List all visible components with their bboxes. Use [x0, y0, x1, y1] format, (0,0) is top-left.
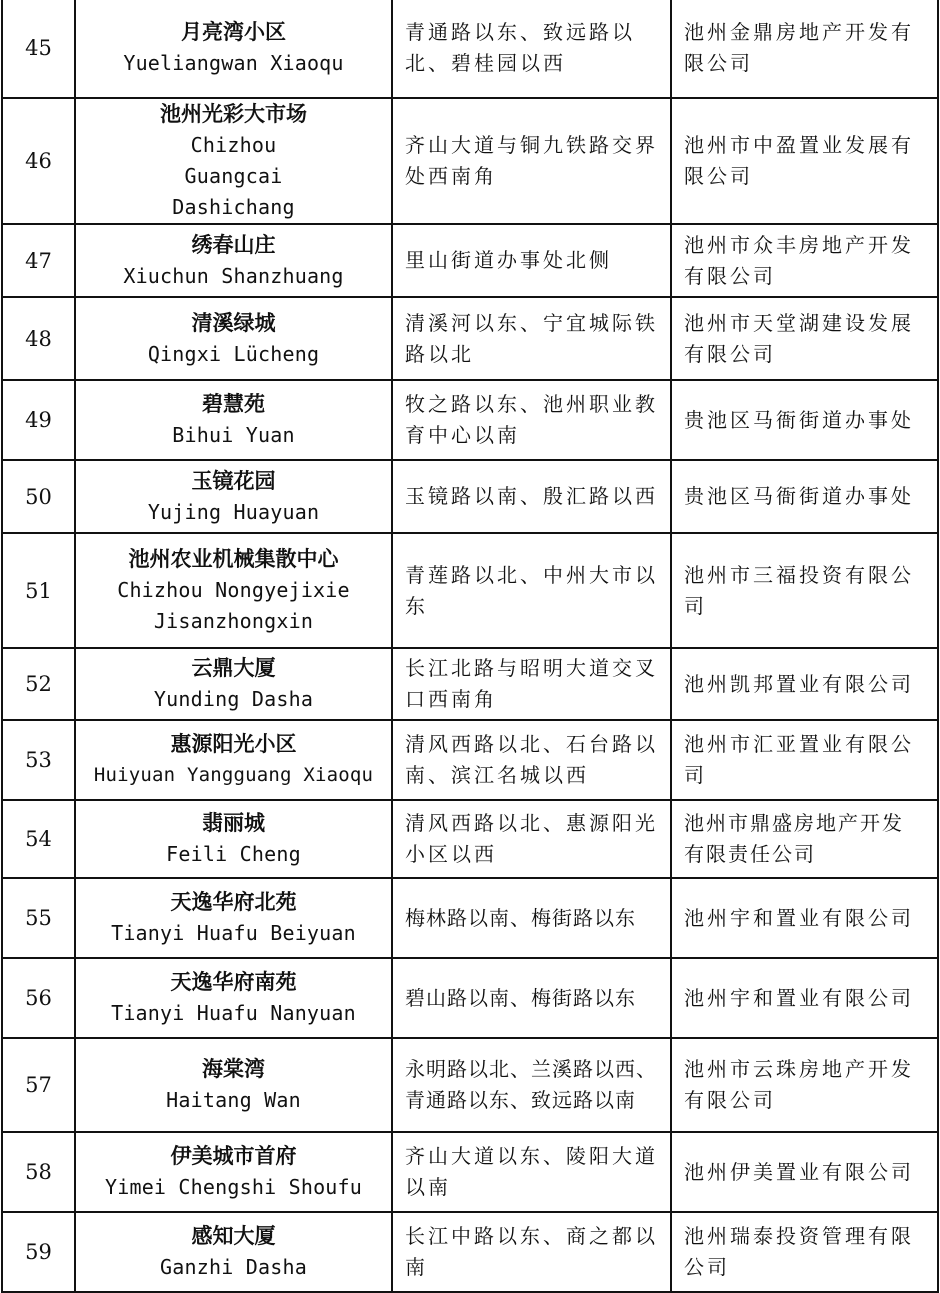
place-name-chinese: 天逸华府南苑: [170, 970, 297, 994]
table-row: [2, 1038, 938, 1132]
developer-name: 池州宇和置业有限公司: [671, 878, 938, 958]
location-description: 牧之路以东、池州职业教育中心以南: [392, 380, 671, 460]
place-name-cell: [75, 878, 392, 958]
place-name-chinese: 翡丽城: [202, 811, 265, 835]
developer-name: 池州市鼎盛房地产开发有限责任公司: [671, 800, 938, 878]
row-number: 45: [2, 0, 75, 98]
place-name-chinese: 清溪绿城: [191, 310, 276, 335]
developer-name: 池州市三福投资有限公司: [671, 533, 938, 648]
place-name-cell: [75, 98, 392, 224]
place-name-cell: [75, 1038, 392, 1132]
location-description: 长江中路以东、商之都以南: [392, 1212, 671, 1292]
place-name-chinese: 池州光彩大市场: [160, 102, 307, 126]
location-description: 青莲路以北、中州大市以东: [392, 533, 671, 648]
place-name-pinyin: Yimei Chengshi Shoufu: [104, 1175, 363, 1199]
developer-name: 池州宇和置业有限公司: [671, 958, 938, 1038]
place-name-chinese: 伊美城市首府: [170, 1144, 297, 1168]
place-name-pinyin: Xiuchun Shanzhuang: [123, 263, 344, 288]
place-name-cell: [75, 380, 392, 460]
row-number: 56: [2, 958, 75, 1038]
table-row: [2, 878, 938, 958]
developer-name: 池州伊美置业有限公司: [671, 1132, 938, 1212]
place-name-pinyin: Chizhou Guangcai Dashichang: [172, 133, 295, 219]
place-name-cell: [75, 297, 392, 380]
place-name-cell: [75, 0, 392, 98]
place-name-chinese: 海棠湾: [202, 1057, 265, 1081]
table-row: [2, 720, 938, 800]
row-number: 52: [2, 648, 75, 720]
location-description: 清风西路以北、惠源阳光小区以西: [392, 800, 671, 878]
place-name-pinyin: Yueliangwan Xiaoqu: [123, 50, 344, 75]
developer-name: 池州市众丰房地产开发有限公司: [671, 224, 938, 297]
table-row: [2, 1132, 938, 1212]
table-row: [2, 533, 938, 648]
location-description: 青通路以东、致远路以北、碧桂园以西: [392, 0, 671, 98]
place-name-chinese: 玉镜花园: [191, 468, 276, 493]
table-row: [2, 224, 938, 297]
place-name-chinese: 云鼎大厦: [191, 656, 276, 680]
place-name-pinyin: Haitang Wan: [166, 1088, 301, 1112]
table-row: [2, 958, 938, 1038]
place-name-pinyin: Yujing Huayuan: [147, 499, 320, 524]
place-name-pinyin: Ganzhi Dasha: [160, 1255, 307, 1279]
table-row: [2, 1212, 938, 1292]
row-number: 49: [2, 380, 75, 460]
row-number: 46: [2, 98, 75, 224]
row-number: 50: [2, 460, 75, 533]
place-name-chinese: 碧慧苑: [202, 392, 265, 416]
place-name-chinese: 感知大厦: [191, 1224, 276, 1248]
developer-name: 池州凯邦置业有限公司: [671, 648, 938, 720]
row-number: 57: [2, 1038, 75, 1132]
developer-name: 池州金鼎房地产开发有限公司: [671, 0, 938, 98]
place-name-cell: [75, 800, 392, 878]
place-name-chinese: 月亮湾小区: [181, 19, 286, 44]
row-number: 59: [2, 1212, 75, 1292]
row-number: 55: [2, 878, 75, 958]
developer-name: 池州瑞泰投资管理有限公司: [671, 1212, 938, 1292]
place-name-pinyin: Qingxi Lücheng: [147, 341, 320, 366]
place-name-chinese: 天逸华府北苑: [170, 890, 297, 914]
place-name-cell: [75, 720, 392, 800]
place-name-pinyin: Bihui Yuan: [172, 423, 295, 447]
developer-name: 池州市中盈置业发展有限公司: [671, 98, 938, 224]
table-row: [2, 0, 938, 98]
location-description: 清风西路以北、石台路以南、滨江名城以西: [392, 720, 671, 800]
table-row: [2, 297, 938, 380]
location-description: 永明路以北、兰溪路以西、青通路以东、致远路以南: [392, 1038, 671, 1132]
place-name-cell: [75, 648, 392, 720]
location-description: 齐山大道以东、陵阳大道以南: [392, 1132, 671, 1212]
place-name-cell: [75, 224, 392, 297]
row-number: 48: [2, 297, 75, 380]
place-name-chinese: 池州农业机械集散中心: [128, 547, 339, 571]
location-description: 清溪河以东、宁宜城际铁路以北: [392, 297, 671, 380]
developer-name: 池州市云珠房地产开发有限公司: [671, 1038, 938, 1132]
location-description: 长江北路与昭明大道交叉口西南角: [392, 648, 671, 720]
table-row: [2, 98, 938, 224]
location-description: 碧山路以南、梅街路以东: [392, 958, 671, 1038]
developer-name: 贵池区马衙街道办事处: [671, 380, 938, 460]
place-name-cell: [75, 460, 392, 533]
place-name-cell: [75, 958, 392, 1038]
place-name-cell: [75, 1212, 392, 1292]
table-row: [2, 800, 938, 878]
location-description: 玉镜路以南、殷汇路以西: [392, 460, 671, 533]
place-name-pinyin: Huiyuan Yangguang Xiaoqu: [93, 764, 374, 786]
location-description: 齐山大道与铜九铁路交界处西南角: [392, 98, 671, 224]
place-name-pinyin: Yunding Dasha: [153, 687, 314, 711]
row-number: 51: [2, 533, 75, 648]
developer-name: 池州市汇亚置业有限公司: [671, 720, 938, 800]
table-row: [2, 648, 938, 720]
place-name-chinese: 绣春山庄: [191, 232, 276, 257]
table-row: [2, 460, 938, 533]
location-description: 梅林路以南、梅街路以东: [392, 878, 671, 958]
row-number: 58: [2, 1132, 75, 1212]
table-row: [2, 380, 938, 460]
place-name-pinyin: Tianyi Huafu Beiyuan: [111, 921, 356, 945]
place-name-pinyin: Tianyi Huafu Nanyuan: [111, 1001, 356, 1025]
place-name-pinyin: Chizhou Nongyejixie Jisanzhongxin: [117, 578, 350, 633]
developer-name: 池州市天堂湖建设发展有限公司: [671, 297, 938, 380]
row-number: 47: [2, 224, 75, 297]
place-name-cell: [75, 533, 392, 648]
location-description: 里山街道办事处北侧: [392, 224, 671, 297]
row-number: 53: [2, 720, 75, 800]
place-name-table: [1, 0, 939, 1293]
place-name-chinese: 惠源阳光小区: [170, 732, 297, 756]
place-name-pinyin: Feili Cheng: [166, 842, 301, 866]
developer-name: 贵池区马衙街道办事处: [671, 460, 938, 533]
row-number: 54: [2, 800, 75, 878]
place-name-cell: [75, 1132, 392, 1212]
